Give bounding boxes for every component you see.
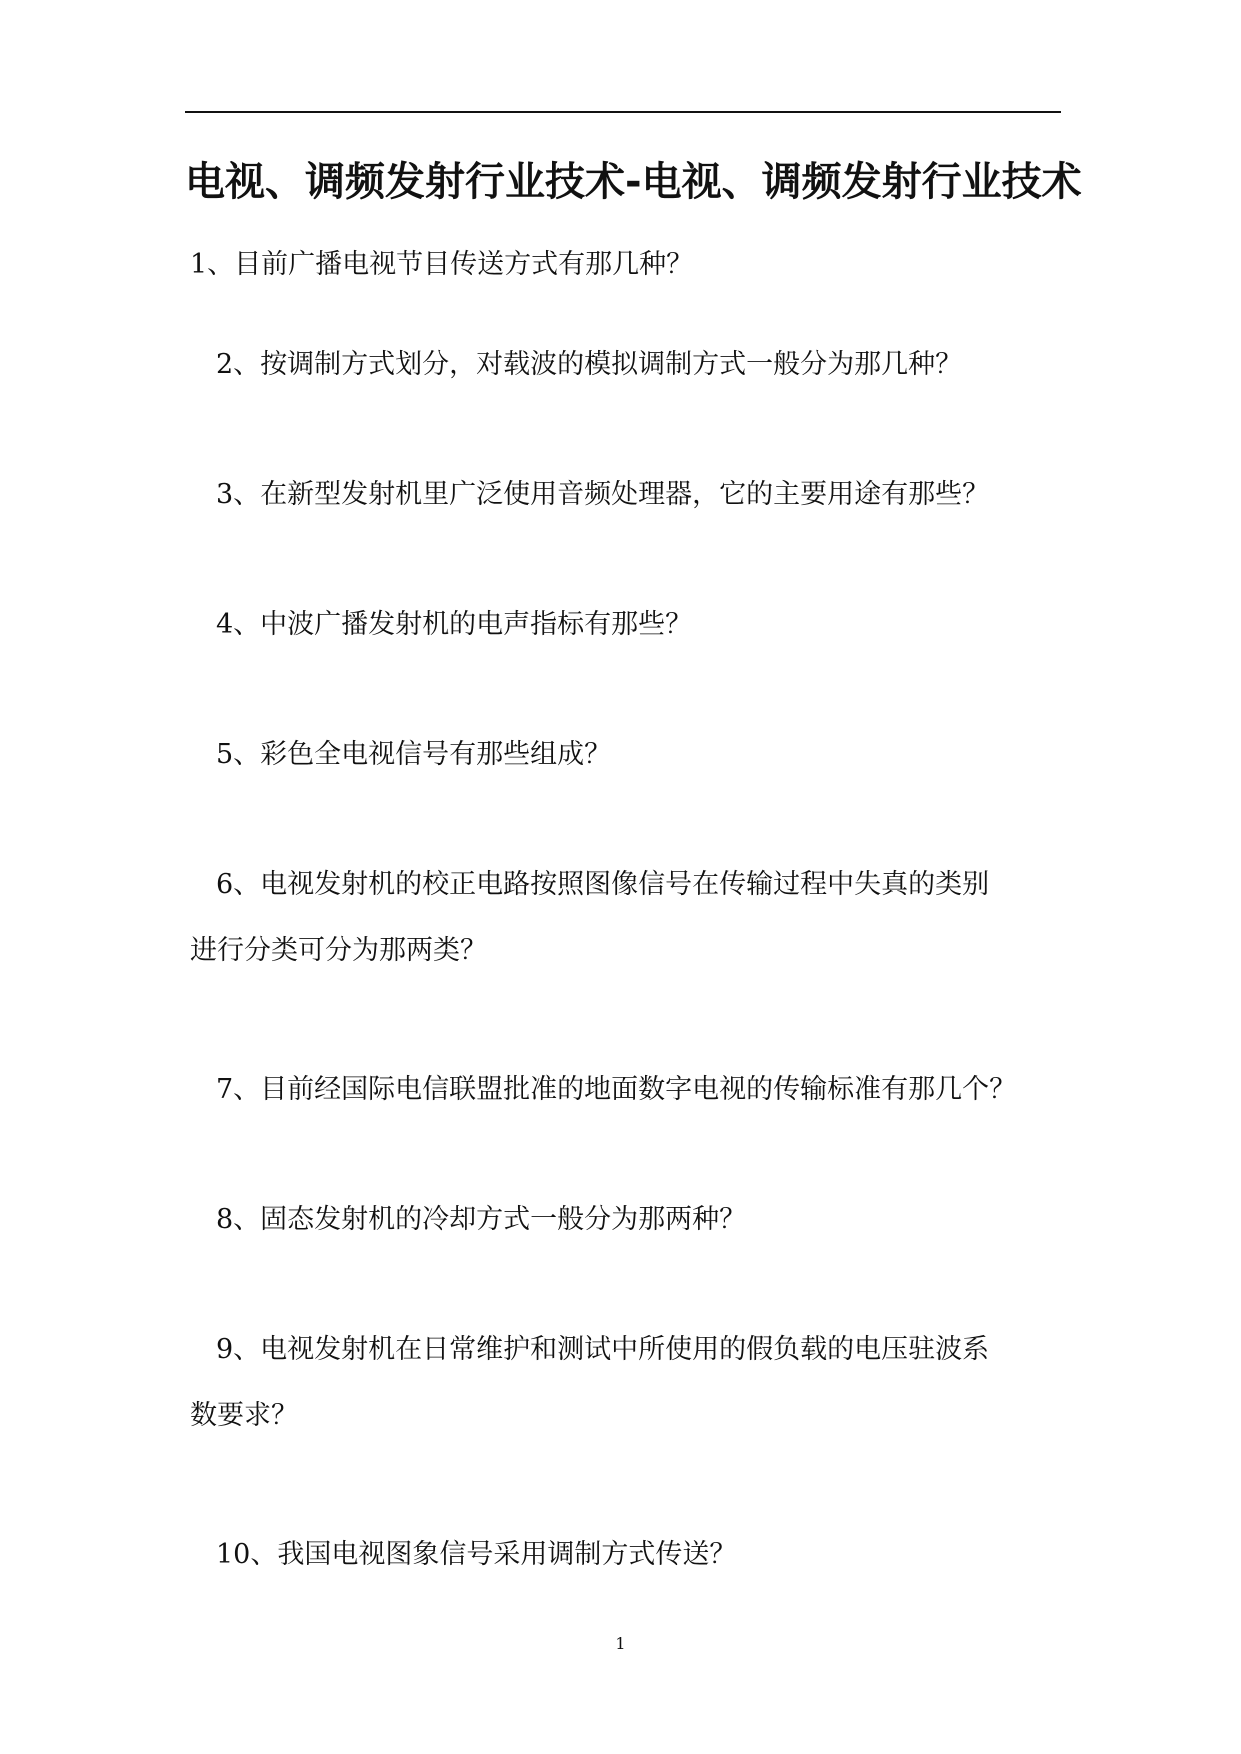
question-8: 8、固态发射机的冷却方式一般分为那两种？ [216,1204,747,1235]
document-title: 电视、调频发射行业技术-电视、调频发射行业技术 [185,159,1082,205]
question-10: 10、我国电视图象信号采用调制方式传送？ [216,1539,737,1570]
question-9-line-1: 9、电视发射机在日常维护和测试中所使用的假负载的电压驻波系 [216,1334,990,1365]
question-7: 7、目前经国际电信联盟批准的地面数字电视的传输标准有那几个？ [216,1074,1017,1105]
question-6-line-1: 6、电视发射机的校正电路按照图像信号在传输过程中失真的类别 [216,869,990,900]
question-5: 5、彩色全电视信号有那些组成？ [216,739,612,770]
question-9 [190,1317,1056,1449]
question-1: 1、目前广播电视节目传送方式有那几种？ [190,249,694,280]
question-2: 2、按调制方式划分，对载波的模拟调制方式一般分为那几种？ [216,349,963,380]
question-6-line-2: 进行分类可分为那两类？ [190,935,487,966]
header-rule [185,111,1061,113]
question-3: 3、在新型发射机里广泛使用音频处理器，它的主要用途有那些？ [216,479,990,510]
question-4: 4、中波广播发射机的电声指标有那些？ [216,609,693,640]
question-9-line-2: 数要求？ [190,1400,298,1431]
page-number: 1 [615,1634,626,1653]
question-6 [190,852,1056,984]
